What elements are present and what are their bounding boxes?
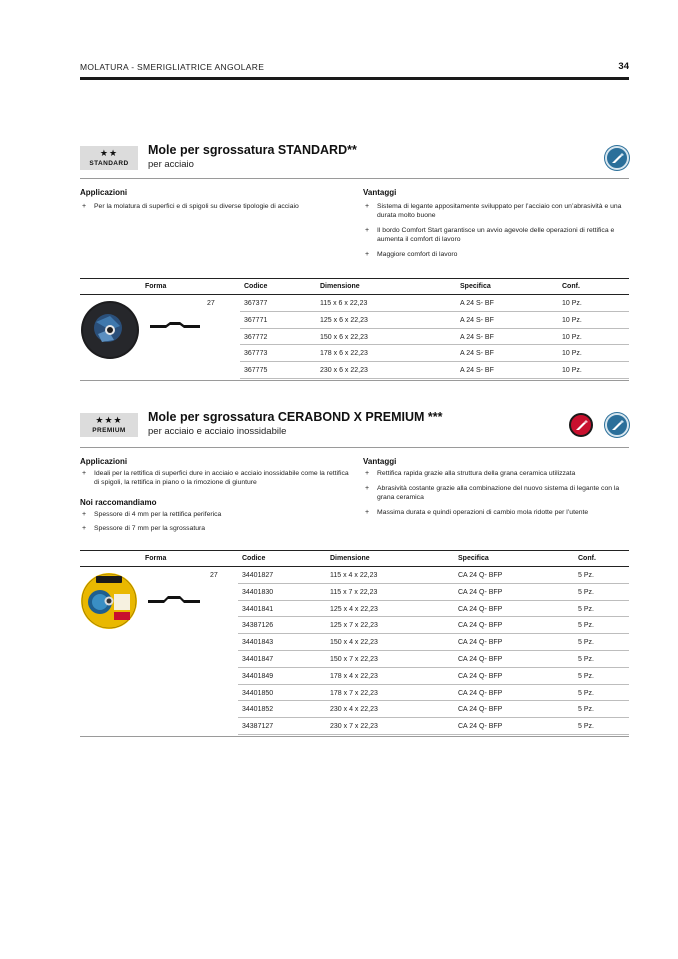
applications-list bbox=[80, 202, 350, 211]
list-item: + Il bordo Comfort Start garantisce un avvio agevole delle operazioni di rettifica e aumenta il comfort di lavoro bbox=[365, 227, 615, 243]
col-conf: Conf. bbox=[562, 283, 580, 290]
cell-conf: 5 Pz. bbox=[578, 588, 594, 596]
cell-dimensione: 115 x 4 x 22,23 bbox=[330, 572, 378, 579]
table-row bbox=[238, 718, 629, 735]
cell-codice: 367771 bbox=[244, 316, 268, 324]
cell-conf: 5 Pz. bbox=[578, 572, 594, 579]
cell-specifica: CA 24 Q- BFP bbox=[458, 723, 503, 731]
section-rule bbox=[80, 447, 629, 448]
table-header bbox=[80, 550, 629, 567]
cell-specifica: CA 24 Q- BFP bbox=[458, 656, 503, 663]
advantages-list bbox=[363, 202, 629, 259]
applications-heading: Applicazioni bbox=[80, 457, 128, 466]
list-item: + Rettifica rapida grazie alla struttura della grana ceramica utilizzata bbox=[365, 470, 576, 477]
cell-dimensione: 115 x 6 x 22,23 bbox=[320, 300, 368, 307]
table-header bbox=[80, 278, 629, 295]
list-item: + Massima durata e quindi operazioni di cambio mola ridotte per l’utente bbox=[365, 509, 589, 516]
cell-specifica: A 24 S- BF bbox=[460, 367, 494, 375]
shape-number: 27 bbox=[210, 572, 218, 579]
grinding-disc-standard-image bbox=[80, 300, 140, 360]
steel-material-icon bbox=[605, 413, 629, 437]
cell-codice: 34387127 bbox=[242, 723, 274, 731]
table-row bbox=[238, 685, 629, 702]
cell-codice: 34387126 bbox=[242, 622, 274, 630]
cell-dimensione: 178 x 7 x 22,23 bbox=[330, 689, 378, 697]
disc-profile-shape bbox=[150, 320, 200, 332]
grinding-disc-premium-image bbox=[80, 572, 138, 630]
cell-dimensione: 150 x 4 x 22,23 bbox=[330, 639, 378, 647]
table-row bbox=[238, 584, 629, 601]
cell-codice: 367773 bbox=[244, 350, 268, 358]
col-codice: Codice bbox=[244, 283, 268, 290]
list-item: + Spessore di 4 mm per la rettifica periferica bbox=[82, 511, 222, 518]
col-dimensione: Dimensione bbox=[330, 555, 370, 562]
section-standard bbox=[80, 140, 629, 385]
cell-dimensione: 230 x 4 x 22,23 bbox=[330, 706, 378, 714]
disc-profile-shape bbox=[148, 594, 200, 608]
cell-dimensione: 125 x 6 x 22,23 bbox=[320, 316, 368, 324]
cell-dimensione: 125 x 4 x 22,23 bbox=[330, 605, 378, 613]
col-dimensione: Dimensione bbox=[320, 283, 360, 290]
cell-specifica: A 24 S- BF bbox=[460, 350, 494, 358]
badge-stars: ★★★ bbox=[95, 415, 123, 425]
cell-dimensione: 230 x 7 x 22,23 bbox=[330, 723, 378, 731]
cell-specifica: A 24 S- BF bbox=[460, 333, 494, 341]
cell-codice: 367772 bbox=[244, 333, 268, 341]
col-specifica: Specifica bbox=[458, 555, 489, 562]
cell-codice: 34401849 bbox=[242, 672, 274, 680]
cell-codice: 34401852 bbox=[242, 706, 274, 714]
cell-specifica: CA 24 Q- BFP bbox=[458, 622, 503, 630]
table-bottom-rule bbox=[80, 380, 629, 381]
badge-label: STANDARD bbox=[89, 160, 129, 167]
cell-conf: 5 Pz. bbox=[578, 689, 594, 697]
cell-conf: 5 Pz. bbox=[578, 639, 594, 647]
table-bottom-rule bbox=[80, 736, 629, 737]
cell-conf: 5 Pz. bbox=[578, 605, 594, 613]
steel-material-icon bbox=[605, 146, 629, 170]
cell-specifica: CA 24 Q- BFP bbox=[458, 672, 503, 680]
cell-codice: 34401847 bbox=[242, 656, 274, 663]
section-title: Mole per sgrossatura CERABOND X PREMIUM *** bbox=[148, 410, 443, 424]
inox-material-icon bbox=[569, 413, 593, 437]
cell-specifica: CA 24 Q- BFP bbox=[458, 706, 503, 714]
header-title: MOLATURA - SMERIGLIATRICE ANGOLARE bbox=[80, 62, 265, 72]
cell-dimensione: 178 x 6 x 22,23 bbox=[320, 350, 368, 358]
advantages-heading: Vantaggi bbox=[363, 457, 397, 466]
list-item: + Per la molatura di superfici e di spigoli su diverse tipologie di acciaio bbox=[82, 203, 299, 210]
cell-conf: 10 Pz. bbox=[562, 300, 582, 307]
cell-specifica: A 24 S- BF bbox=[460, 316, 494, 324]
section-rule bbox=[80, 178, 629, 179]
page-number: 34 bbox=[618, 61, 629, 72]
table-row bbox=[238, 701, 629, 718]
cell-conf: 10 Pz. bbox=[562, 350, 582, 358]
page-header bbox=[80, 60, 629, 82]
section-subtitle: per acciaio bbox=[148, 159, 194, 170]
cell-dimensione: 115 x 7 x 22,23 bbox=[330, 588, 378, 596]
cell-conf: 5 Pz. bbox=[578, 672, 594, 680]
cell-codice: 34401830 bbox=[242, 588, 274, 596]
cell-dimensione: 150 x 6 x 22,23 bbox=[320, 333, 368, 341]
table-row bbox=[238, 668, 629, 685]
recommendations-list bbox=[80, 510, 352, 533]
list-item: + Maggiore comfort di lavoro bbox=[365, 251, 458, 258]
section-subtitle: per acciaio e acciaio inossidabile bbox=[148, 426, 287, 437]
list-item: + Abrasività costante grazie alla combinazione del nuovo sistema di legante con la grana ceramica bbox=[365, 485, 620, 501]
section-title: Mole per sgrossatura STANDARD** bbox=[148, 143, 357, 157]
cell-specifica: CA 24 Q- BFP bbox=[458, 689, 503, 697]
advantages-list bbox=[363, 469, 629, 517]
cell-specifica: CA 24 Q- BFP bbox=[458, 605, 503, 613]
badge-stars: ★★ bbox=[99, 148, 119, 158]
cell-conf: 10 Pz. bbox=[562, 333, 582, 341]
badge-premium bbox=[80, 413, 138, 437]
list-item: + Sistema di legante appositamente sviluppato per l’acciaio con un’abrasività e una durata molto buone bbox=[365, 203, 622, 219]
list-item: + Ideali per la rettifica di superfici dure in acciaio e acciaio inossidabile come la rettifica di spigoli, la rettifica in piano o la rimozione di giunture bbox=[82, 470, 349, 486]
cell-codice: 367775 bbox=[244, 367, 268, 375]
list-item: + Spessore di 7 mm per la sgrossatura bbox=[82, 525, 206, 532]
cell-conf: 5 Pz. bbox=[578, 706, 594, 714]
table-row bbox=[240, 329, 629, 346]
table-row bbox=[238, 634, 629, 651]
cell-dimensione: 150 x 7 x 22,23 bbox=[330, 656, 378, 663]
cell-specifica: CA 24 Q- BFP bbox=[458, 572, 503, 579]
table-row bbox=[240, 362, 629, 379]
badge-standard bbox=[80, 146, 138, 170]
cell-codice: 34401850 bbox=[242, 689, 274, 697]
table-row bbox=[240, 295, 629, 312]
cell-codice: 367377 bbox=[244, 300, 268, 307]
cell-conf: 10 Pz. bbox=[562, 316, 582, 324]
cell-dimensione: 125 x 7 x 22,23 bbox=[330, 622, 378, 630]
cell-specifica: CA 24 Q- BFP bbox=[458, 639, 503, 647]
cell-dimensione: 230 x 6 x 22,23 bbox=[320, 367, 368, 375]
cell-codice: 34401827 bbox=[242, 572, 274, 579]
product-table bbox=[80, 278, 629, 381]
shape-number: 27 bbox=[207, 300, 215, 307]
table-row bbox=[240, 345, 629, 362]
cell-conf: 5 Pz. bbox=[578, 723, 594, 731]
table-row bbox=[238, 617, 629, 634]
badge-label: PREMIUM bbox=[92, 427, 126, 434]
col-conf: Conf. bbox=[578, 555, 596, 562]
table-row bbox=[240, 312, 629, 329]
col-codice: Codice bbox=[242, 555, 266, 562]
table-row bbox=[238, 567, 629, 584]
advantages-heading: Vantaggi bbox=[363, 188, 397, 197]
table-row bbox=[238, 651, 629, 668]
product-table bbox=[80, 550, 629, 738]
header-rule bbox=[80, 77, 629, 80]
cell-specifica: A 24 S- BF bbox=[460, 300, 494, 307]
col-forma: Forma bbox=[145, 555, 167, 562]
col-forma: Forma bbox=[145, 283, 167, 290]
cell-specifica: CA 24 Q- BFP bbox=[458, 588, 503, 596]
applications-list bbox=[80, 469, 352, 487]
cell-conf: 5 Pz. bbox=[578, 656, 594, 663]
table-row bbox=[238, 601, 629, 618]
cell-conf: 10 Pz. bbox=[562, 367, 582, 375]
col-specifica: Specifica bbox=[460, 283, 491, 290]
cell-conf: 5 Pz. bbox=[578, 622, 594, 630]
cell-codice: 34401843 bbox=[242, 639, 274, 647]
section-premium bbox=[80, 405, 629, 740]
cell-dimensione: 178 x 4 x 22,23 bbox=[330, 672, 378, 680]
applications-heading: Applicazioni bbox=[80, 188, 128, 197]
recommend-heading: Noi raccomandiamo bbox=[80, 498, 157, 507]
cell-codice: 34401841 bbox=[242, 605, 274, 613]
